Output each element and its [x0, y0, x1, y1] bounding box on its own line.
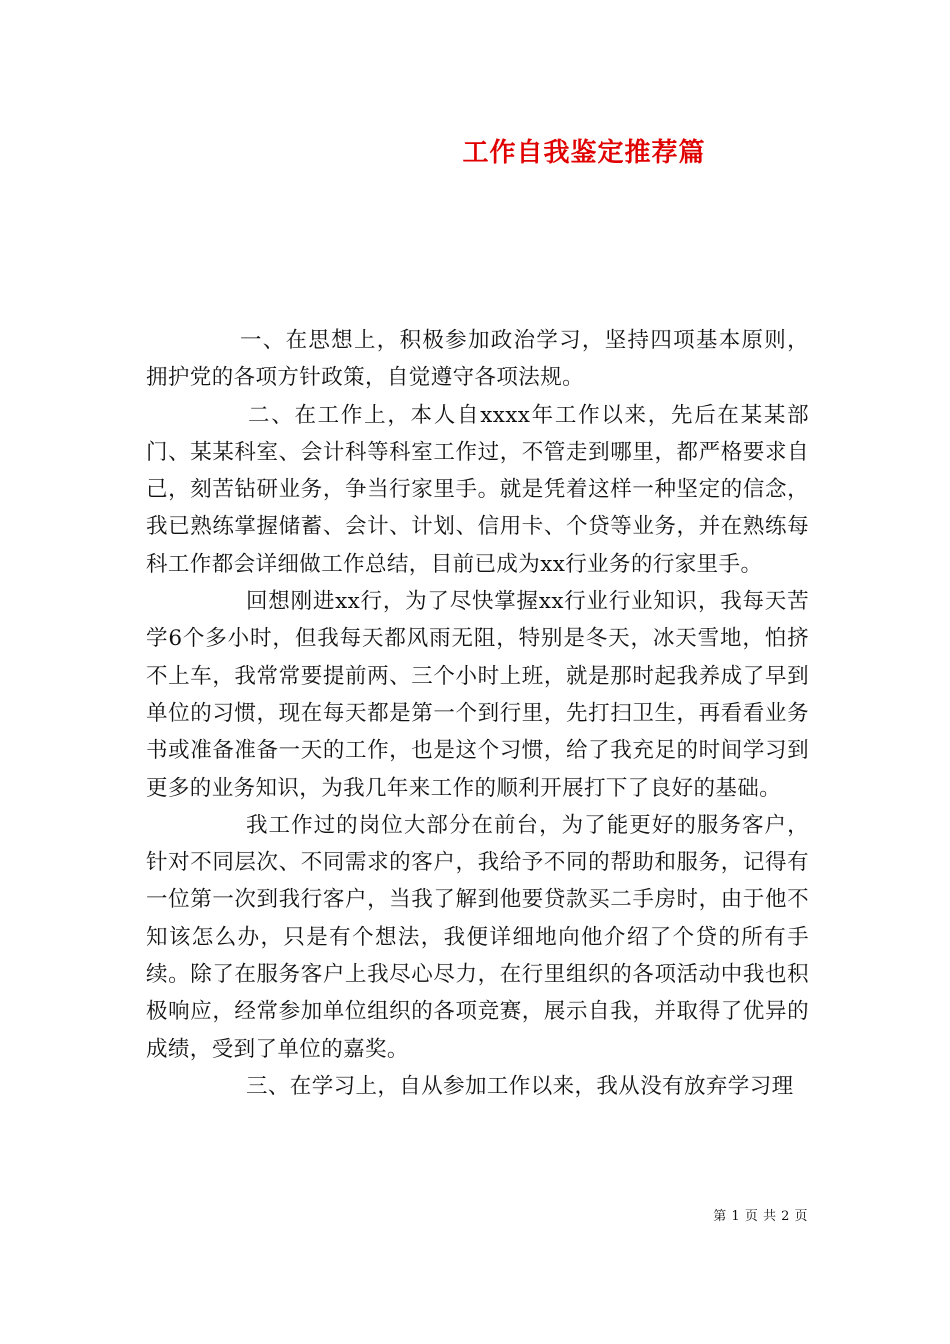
document-body: [146, 322, 809, 1105]
paragraph-work: 二、在工作上，本人自xxxx年工作以来，先后在某某部门、某某科室、会计科等科室工作过，不管走到哪里，都严格要求自己，刻苦钻研业务，争当行家里手。就是凭着这样一种坚定的信念，我已熟练掌握储蓄、会计、计划、信用卡、个贷等业务，并在熟练每科工作都会详细做工作总结，目前已成为xx行业务的行家里手。: [146, 402, 809, 577]
page-title: 工作自我鉴定推荐篇: [462, 138, 706, 168]
paragraph-study: 三、在学习上，自从参加工作以来，我从没有放弃学习理: [246, 1073, 794, 1099]
paragraph-ideology: 一、在思想上，积极参加政治学习，坚持四项基本原则，拥护党的各项方针政策，自觉遵守各项法规。: [146, 328, 809, 391]
paragraph-recollection: 回想刚进xx行，为了尽快掌握xx行业行业知识，我每天苦学6个多小时，但我每天都风雨无阻，特别是冬天，冰天雪地，怕挤不上车，我常常要提前两、三个小时上班，就是那时起我养成了早到单位的习惯，现在每天都是第一个到行里，先打扫卫生，再看看业务书或准备准备一天的工作，也是这个习惯，给了我充足的时间学习到更多的业务知识，为我几年来工作的顺利开展打下了良好的基础。: [146, 589, 809, 801]
paragraph-service: 我工作过的岗位大部分在前台，为了能更好的服务客户，针对不同层次、不同需求的客户，我给予不同的帮助和服务，记得有一位第一次到我行客户，当我了解到他要贷款买二手房时，由于他不知该怎么办，只是有个想法，我便详细地向他介绍了个贷的所有手续。除了在服务客户上我尽心尽力，在行里组织的各项活动中我也积极响应，经常参加单位组织的各项竞赛，展示自我，并取得了优异的成绩，受到了单位的嘉奖。: [146, 812, 809, 1062]
page-number: 第 1 页 共 2 页: [713, 1209, 808, 1224]
